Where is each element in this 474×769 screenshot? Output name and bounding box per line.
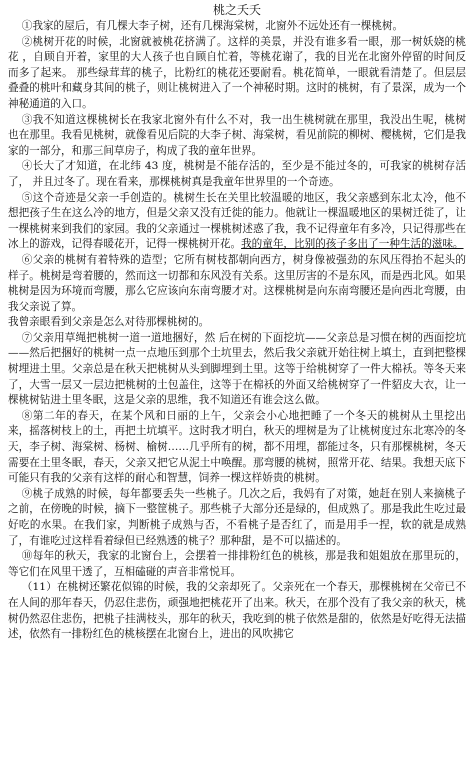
paragraph-text: ③我不知道这棵桃树长在我家北窗外有什么不对，我一出生桃树就在那里，我没出生呢，桃树也在那里。我看见桃树，就像看见后院的大李子树、海棠树，看见前院的柳树、樱桃树，它们是我家的一部分，和那三间草房子，构成了我的童年世界。 <box>8 113 466 157</box>
paragraph-p4 <box>8 159 466 190</box>
paragraph-text: ⑨桃子成熟的时候，每年都要丢失一些桃子。几次之后，我妈有了对策，她赶在别人来摘桃子之前，在傍晚的时候，摘下一整筐桃子。那些桃子大部分还是绿的，但成熟了。那是我此生吃过最好吃的水果。在我们家，判断桃子成熟与否，不看桃子是否红了，而是用手一捏，软的就是成熟了，有谁吃过这样看着绿但已经熟透的桃子？那种甜，是不可以描述的。 <box>8 487 466 547</box>
paragraph-p1 <box>8 19 466 35</box>
document-body <box>8 19 466 643</box>
paragraph-p12 <box>8 580 466 642</box>
paragraph-text: ⑥父亲的桃树有着特殊的造型；它所有树枝都朝向西方，树身像被强劲的东风压得抬不起头的样子。桃树是弯着腰的，然而这一切都和东风没有关系。这里厉害的不是东风，而是西北风。如果桃树是因为环境而弯腰，那么它应该向东南弯腰才对。这棵桃树是向东南弯腰还是向西北弯腰，由我父亲说了算。 <box>8 253 466 313</box>
paragraph-text: 我曾亲眼看到父亲是怎么对待那棵桃树的。 <box>8 316 210 329</box>
paragraph-text: ⑧第二年的春天，在某个风和日丽的上午，父亲会小心地把睡了一个冬天的桃树从土里挖出来，摇落树枝上的土，再把土坑填平。这时我才明白，秋天的埋树是为了让桃树度过东北寒冷的冬天，李子树、海棠树、杨树、榆树……几乎所有的树，都不用埋，都能过冬，只有那棵桃树，冬天需要在土里冬眠，春天，父亲又把它从泥土中唤醒。那弯腰的桃树，照常开花、结果。我想天底下可能只有我的父亲有这样的耐心和智慧，饲养一棵这样娇贵的桃树。 <box>8 409 466 485</box>
paragraph-text: ⑦父亲用草绳把桃树一道一道地捆好，然 后在树的下面挖坑——父亲总是习惯在树的西面挖坑——然后把捆好的桃树一点一点地压到那个土坑里去，然后我父亲就开始往树上填土，直到把整棵树埋进土里。父亲总是在秋天把桃树从头到脚埋到土里。这等于给桃树穿了一件大棉袄。等冬天来了，大雪一层又一层边把桃树的土包盖住，这等于在棉袄的外面又给桃树穿了一件貂皮大衣，让一棵桃树钻进土里冬眠，这是父亲的思维，我不知道还有谁会这么做。 <box>8 331 466 407</box>
paragraph-text: ②桃树开花的时候，北窗就被桃花挤满了。这样的美景，并没有谁多看一眼，那一树妖娆的桃花 ，自顾自开着，家里的大人孩子也自顾自忙着，等桃花谢了，我的目光在北窗外停留的时间反而多了起来。 那些绿茸茸的桃子，比粉红的桃花还要耐看。桃花简单，一眼就看清楚了。但层层叠叠的桃叶和藏身其间的桃子，则让桃树进入了一个神秘时期。这时的桃树，有了景深，成为一个神秘通道的入口。 <box>8 35 466 110</box>
paragraph-p2 <box>8 35 466 113</box>
document-title: 桃之夭夭 <box>212 3 261 17</box>
paragraph-text: ⑩每年的秋天，我家的北窗台上，会摆着一排排粉红色的桃核，那是我和姐姐放在那里玩的，等它们在风里干透了，互相磕碰的声音非常悦耳。 <box>8 550 466 578</box>
paragraph-p7 <box>8 315 466 331</box>
paragraph-p10 <box>8 487 466 549</box>
paragraph-p11 <box>8 549 466 580</box>
paragraph-text: ⑤这个奇迹是父亲一手创造的。桃树生长在关里比较温暖的地区，我父亲感到东北太冷，他不想把孩子生在这么冷的地方，但是父亲又没有迁徙的能力。他就让一棵温暖地区的果树迁徙了，让一棵桃树来到我们的家园。我的父亲通过一棵桃树述惑了我，我不记得童年有多冷，只记得那些在冰上的游戏，记得春暖花开，记得一棵桃树开花。 <box>8 191 466 251</box>
paragraph-p8 <box>8 331 466 409</box>
paragraph-p5 <box>8 191 466 253</box>
paragraph-p6 <box>8 253 466 315</box>
underlined-sentence: 我的童年，比别的孩子多出了一种生活的滋味。 <box>241 238 464 251</box>
paragraph-text: ④长大了才知道，在北纬 43 度，桃树是不能存活的，至少是不能过冬的，可我家的桃树存活了， 并且过冬了。现在看来，那棵桃树真是我童年世界里的一个奇迹。 <box>8 160 466 188</box>
paragraph-p9 <box>8 409 466 487</box>
paragraph-text: （11）在桃树还繁花似锦的时候，我的父亲却死了。父亲死在一个春天，那棵桃树在父帝已不在人间的那年春天，仍忍住悲伤，顽强地把桃花开了出来。秋天，在那个没有了我父亲的秋天，桃树仍然忍住悲伤，把桃子挂满枝头，那年的秋天，我吃到的桃子依然是甜的，依然是好吃得无法描述，依然有一排粉红色的桃核摆在北窗台上，进出的风吹拂它 <box>8 581 466 641</box>
paragraph-text: ①我家的屋后，有几棵大李子树，还有几棵海棠树，北窗外不远处还有一棵桃树。 <box>21 20 404 32</box>
paragraph-p3 <box>8 113 466 160</box>
